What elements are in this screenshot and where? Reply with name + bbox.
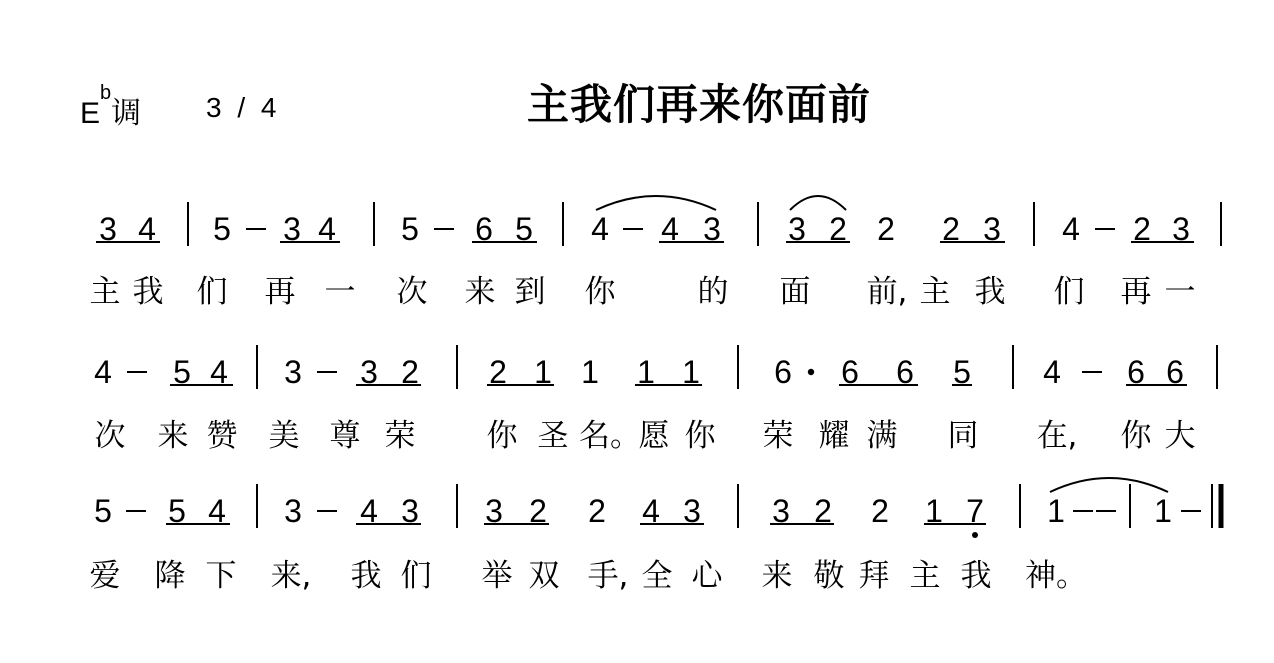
song-title: 主我们再来你面前 bbox=[527, 80, 872, 129]
lyric-syllable: 举 bbox=[481, 558, 513, 594]
jianpu-note: 3 bbox=[788, 211, 806, 247]
jianpu-note: 1 bbox=[637, 354, 655, 390]
lyric-syllable: 次 bbox=[396, 274, 428, 310]
jianpu-note: 6 bbox=[1127, 354, 1145, 390]
jianpu-note: 1 bbox=[1154, 493, 1172, 529]
jianpu-note: 2 bbox=[1133, 211, 1151, 247]
jianpu-note: 4 bbox=[591, 211, 609, 247]
lyric-syllable: 来 bbox=[464, 274, 496, 310]
jianpu-note: 5 bbox=[953, 354, 971, 390]
lyric-syllable: 拜 bbox=[858, 558, 890, 594]
jianpu-note: 1 bbox=[581, 354, 599, 390]
lyric-syllable: 名。 bbox=[579, 418, 641, 454]
jianpu-note: 5 bbox=[401, 211, 419, 247]
lyric-syllable: 荣 bbox=[384, 418, 416, 454]
lyric-syllable: 双 bbox=[528, 558, 560, 594]
lyric-syllable: 到 bbox=[514, 274, 546, 310]
lyric-syllable: 的 bbox=[697, 274, 729, 310]
jianpu-note: 5 bbox=[213, 211, 231, 247]
jianpu-note: 4 bbox=[661, 211, 679, 247]
jianpu-note: 1 bbox=[534, 354, 552, 390]
jianpu-note: 2 bbox=[877, 211, 895, 247]
lyric-syllable: 你 bbox=[584, 274, 616, 310]
jianpu-note: 4 bbox=[1043, 354, 1061, 390]
lyric-syllable: 我 bbox=[350, 558, 382, 594]
jianpu-note: 1 bbox=[682, 354, 700, 390]
jianpu-note: 4 bbox=[208, 493, 226, 529]
augmentation-dot bbox=[808, 369, 814, 375]
lyric-syllable: 荣 bbox=[762, 418, 794, 454]
lyric-syllable: 心 bbox=[691, 558, 723, 594]
jianpu-note: 2 bbox=[401, 354, 419, 390]
jianpu-note: 3 bbox=[284, 493, 302, 529]
lyric-syllable: 美 bbox=[268, 418, 300, 454]
jianpu-note: 2 bbox=[829, 211, 847, 247]
jianpu-note: 2 bbox=[529, 493, 547, 529]
lyric-syllable: 在, bbox=[1036, 418, 1078, 454]
lyric-syllable: 我 bbox=[960, 558, 992, 594]
jianpu-note: 5 bbox=[515, 211, 533, 247]
lyric-syllable: 主 bbox=[919, 274, 951, 310]
lyric-syllable: 大 bbox=[1164, 418, 1196, 454]
jianpu-note: 3 bbox=[1172, 211, 1190, 247]
jianpu-note: 3 bbox=[485, 493, 503, 529]
jianpu-note: 4 bbox=[360, 493, 378, 529]
jianpu-note: 6 bbox=[774, 354, 792, 390]
lyric-syllable: 们 bbox=[196, 274, 228, 310]
lyric-syllable: 你 bbox=[1120, 418, 1152, 454]
lyric-syllable: 手, bbox=[587, 558, 629, 594]
slur-tie bbox=[1050, 478, 1168, 492]
lyric-syllable: 你 bbox=[684, 418, 716, 454]
lyric-syllable: 次 bbox=[94, 418, 126, 454]
jianpu-note: 5 bbox=[94, 493, 112, 529]
slur-tie bbox=[790, 196, 846, 210]
jianpu-note: 5 bbox=[168, 493, 186, 529]
jianpu-note: 2 bbox=[489, 354, 507, 390]
lyric-syllable: 神。 bbox=[1025, 558, 1087, 594]
jianpu-note: 4 bbox=[318, 211, 336, 247]
lyric-syllable: 下 bbox=[205, 558, 237, 594]
jianpu-note: 3 bbox=[703, 211, 721, 247]
lyric-syllable: 尊 bbox=[329, 418, 361, 454]
lyric-syllable: 来, bbox=[270, 558, 312, 594]
jianpu-note: 3 bbox=[360, 354, 378, 390]
jianpu-note: 2 bbox=[871, 493, 889, 529]
jianpu-note: 6 bbox=[1166, 354, 1184, 390]
jianpu-note: 4 bbox=[138, 211, 156, 247]
lyric-syllable: 一 bbox=[324, 274, 356, 310]
lyric-syllable: 来 bbox=[157, 418, 189, 454]
jianpu-note: 4 bbox=[1062, 211, 1080, 247]
lyric-syllable: 敬 bbox=[813, 558, 845, 594]
lyric-syllable: 你 bbox=[486, 418, 518, 454]
lyric-syllable: 赞 bbox=[206, 418, 238, 454]
jianpu-note: 1 bbox=[1047, 493, 1065, 529]
lyric-syllable: 们 bbox=[400, 558, 432, 594]
slur-tie bbox=[596, 196, 716, 210]
jianpu-note: 6 bbox=[475, 211, 493, 247]
lyric-syllable: 再 bbox=[264, 274, 296, 310]
lyric-syllable: 再 bbox=[1120, 274, 1152, 310]
jianpu-note: 2 bbox=[814, 493, 832, 529]
jianpu-note: 2 bbox=[588, 493, 606, 529]
lyric-syllable: 来 bbox=[761, 558, 793, 594]
lyric-syllable: 主 bbox=[909, 558, 941, 594]
low-octave-dot bbox=[972, 532, 978, 538]
jianpu-note: 3 bbox=[284, 354, 302, 390]
jianpu-note: 4 bbox=[642, 493, 660, 529]
jianpu-note: 2 bbox=[942, 211, 960, 247]
lyric-syllable: 圣 bbox=[537, 418, 569, 454]
jianpu-note: 3 bbox=[983, 211, 1001, 247]
key-signature: $E^b$调 bbox=[80, 82, 142, 130]
jianpu-note: 6 bbox=[896, 354, 914, 390]
lyric-syllable: 全 bbox=[641, 558, 673, 594]
lyric-syllable: 我 bbox=[974, 274, 1006, 310]
jianpu-note: 3 bbox=[772, 493, 790, 529]
lyric-syllable: 降 bbox=[154, 558, 186, 594]
jianpu-note: 3 bbox=[283, 211, 301, 247]
jianpu-note: 3 bbox=[401, 493, 419, 529]
jianpu-note: 5 bbox=[173, 354, 191, 390]
lyric-syllable: 一 bbox=[1164, 274, 1196, 310]
lyric-syllable: 同 bbox=[947, 418, 979, 454]
jianpu-note: 4 bbox=[210, 354, 228, 390]
lyric-syllable: 面 bbox=[779, 274, 811, 310]
jianpu-note: 3 bbox=[99, 211, 117, 247]
jianpu-note: 6 bbox=[841, 354, 859, 390]
jianpu-note: 4 bbox=[94, 354, 112, 390]
lyric-syllable: 耀 bbox=[818, 418, 850, 454]
jianpu-note: 3 bbox=[683, 493, 701, 529]
lyric-syllable: 们 bbox=[1053, 274, 1085, 310]
score-text bbox=[90, 211, 1196, 594]
time-signature: 3 / 4 bbox=[206, 92, 281, 123]
lyric-syllable: 前, bbox=[866, 274, 908, 310]
jianpu-note: 1 bbox=[925, 493, 943, 529]
lyric-syllable: 愿 bbox=[638, 418, 670, 454]
lyric-syllable: 爱 bbox=[89, 558, 121, 594]
lyric-syllable: 满 bbox=[866, 418, 898, 454]
lyric-syllable: 主 bbox=[89, 274, 121, 310]
jianpu-note: 7 bbox=[966, 493, 984, 529]
lyric-syllable: 我 bbox=[132, 274, 164, 310]
